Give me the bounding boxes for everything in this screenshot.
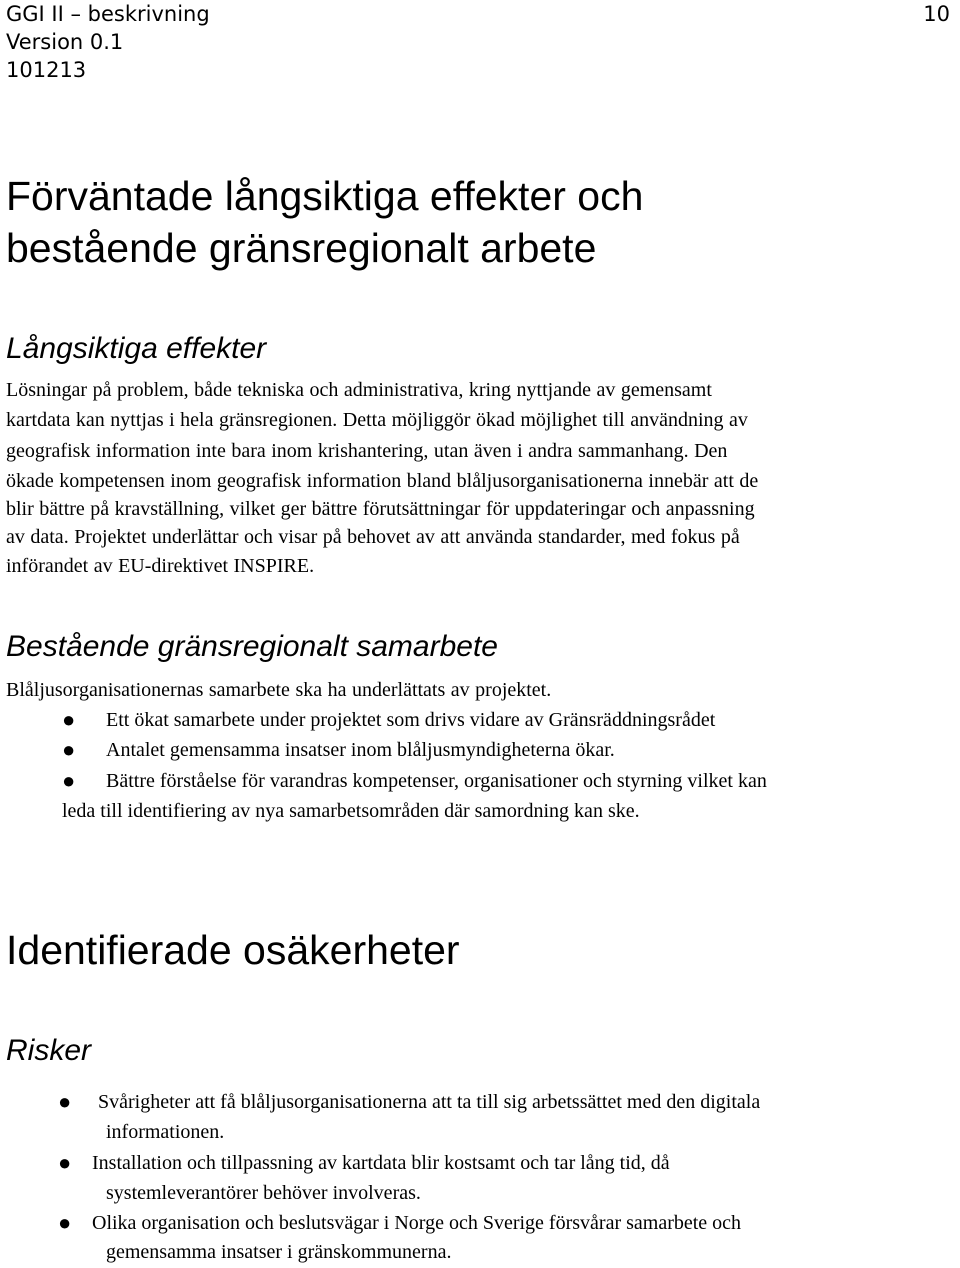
subheading-long-term-effects: Långsiktiga effekter — [6, 332, 267, 365]
list-item: Installation och tillpassning av kartdata blir kostsamt och tar lång tid, då — [92, 1152, 670, 1174]
section-heading-expected-effects-line2: bestående gränsregionalt arbete — [6, 225, 597, 271]
paragraph-line: blir bättre på kravställning, vilket ger bättre förutsättningar för uppdateringar och anpassning — [6, 498, 755, 520]
bullet-icon: ● — [58, 1210, 72, 1235]
document-title: GGI II – beskrivning — [6, 2, 210, 26]
paragraph-line: ökade kompetensen inom geografisk information bland blåljusorganisationerna innebär att de — [6, 470, 759, 492]
document-version: Version 0.1 — [6, 30, 124, 54]
page-number: 10 — [923, 2, 950, 26]
list-item: Svårigheter att få blåljusorganisationerna att ta till sig arbetssättet med den digitala — [98, 1091, 761, 1113]
list-item: Olika organisation och beslutsvägar i Norge och Sverige försvårar samarbete och — [92, 1212, 742, 1234]
list-item-continuation: systemleverantörer behöver involveras. — [106, 1182, 421, 1204]
bullet-icon: ● — [58, 1089, 72, 1114]
paragraph-line: Lösningar på problem, både tekniska och administrativa, kring nyttjande av gemensamt — [6, 379, 712, 401]
bullet-icon: ● — [58, 1150, 72, 1175]
document-date: 101213 — [6, 58, 87, 82]
paragraph-line: geografisk information inte bara inom krishantering, utan även i andra sammanhang. Den — [6, 440, 728, 462]
list-item: Antalet gemensamma insatser inom blåljusmyndigheterna ökar. — [106, 739, 615, 761]
paragraph-line: av data. Projektet underlättar och visar på behovet av att använda standarder, med fokus på — [6, 526, 740, 548]
subheading-cooperation: Bestående gränsregionalt samarbete — [6, 630, 498, 663]
cooperation-intro: Blåljusorganisationernas samarbete ska ha underlättats av projektet. — [6, 679, 552, 701]
list-item-continuation: informationen. — [106, 1121, 225, 1143]
bullet-icon: ● — [62, 768, 76, 793]
section-heading-uncertainties: Identifierade osäkerheter — [6, 927, 460, 973]
subheading-risks: Risker — [6, 1034, 92, 1067]
section-heading-expected-effects-line1: Förväntade långsiktiga effekter och — [6, 173, 644, 219]
paragraph-line: kartdata kan nyttjas i hela gränsregionen. Detta möjliggör ökad möjlighet till användning av — [6, 409, 748, 431]
list-item-continuation: gemensamma insatser i gränskommunerna. — [106, 1241, 452, 1263]
list-item: Ett ökat samarbete under projektet som drivs vidare av Gränsräddningsrådet — [106, 709, 716, 731]
list-item-continuation: leda till identifiering av nya samarbetsområden där samordning kan ske. — [62, 800, 640, 822]
list-item: Bättre förståelse för varandras kompetenser, organisationer och styrning vilket kan — [106, 770, 767, 792]
paragraph-line: införandet av EU-direktivet INSPIRE. — [6, 555, 315, 577]
document-header — [6, 0, 210, 84]
bullet-icon: ● — [62, 707, 76, 732]
bullet-icon: ● — [62, 737, 76, 762]
